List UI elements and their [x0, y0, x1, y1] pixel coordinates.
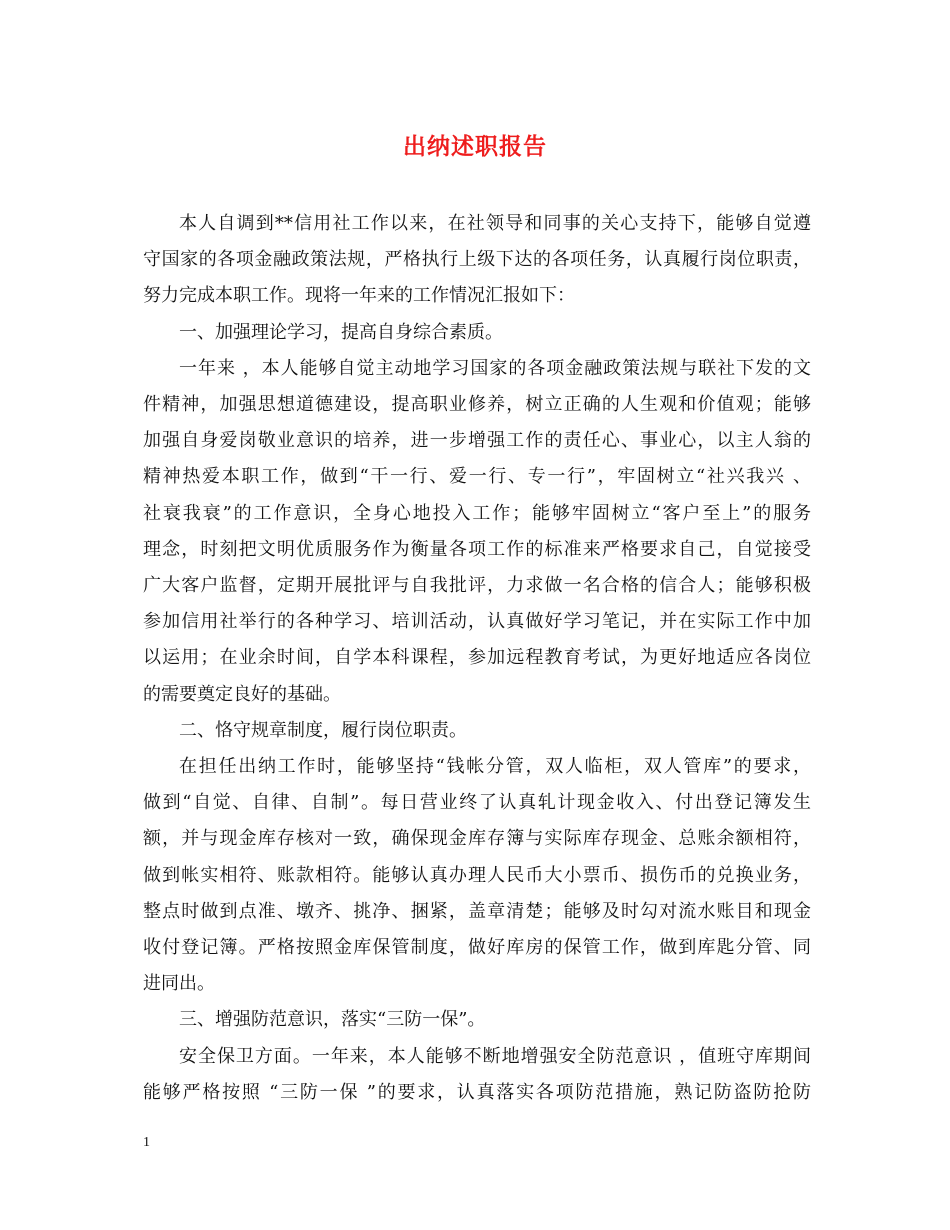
text-line: 一年来 ，本人能够自觉主动地学习国家的各项金融政策法规与联社下发的文	[179, 357, 811, 379]
document-title: 出纳述职报告	[403, 133, 547, 160]
section-heading-2	[143, 713, 811, 749]
text-line: 收付登记簿。严格按照金库保管制度，做好库房的保管工作，做到库匙分管、同	[143, 937, 811, 959]
text-line: 参加信用社举行的各种学习、培训活动，认真做好学习笔记，并在实际工作中加	[143, 611, 811, 633]
text-line: 社衰我衰”的工作意识，全身心地投入工作；能够牢固树立“客户至上”的服务	[143, 502, 811, 524]
page-number: 1	[143, 1135, 150, 1150]
text-line: 进同出。	[143, 973, 215, 995]
document-body	[143, 206, 811, 1111]
section-heading-1	[143, 315, 811, 351]
text-line: 二、恪守规章制度，履行岗位职责。	[179, 719, 467, 741]
text-line: 做到“自觉、自律、自制”。每日营业终了认真轧计现金收入、付出登记簿发生	[143, 792, 811, 814]
text-line: 安全保卫方面。一年来，本人能够不断地增强安全防范意识 ，值班守库期间	[179, 1045, 811, 1067]
text-line: 的需要奠定良好的基础。	[143, 683, 341, 705]
text-line: 在担任出纳工作时，能够坚持“钱帐分管，双人临柜，双人管库”的要求，	[179, 756, 811, 778]
text-line: 本人自调到**信用社工作以来，在社领导和同事的关心支持下，能够自觉遵	[179, 213, 811, 234]
text-line: 做到帐实相符、账款相符。能够认真办理人民币大小票币、损伤币的兑换业务，	[143, 864, 811, 886]
text-line: 以运用；在业余时间，自学本科课程，参加远程教育考试，为更好地适应各岗位	[143, 647, 811, 669]
text-line: 精神热爱本职工作，做到“干一行、爱一行、专一行”，牢固树立“社兴我兴 、	[143, 466, 811, 488]
section-heading-3	[143, 1002, 811, 1038]
text-line: 守国家的各项金融政策法规，严格执行上级下达的各项任务，认真履行岗位职责，	[143, 249, 811, 271]
paragraph-intro	[143, 206, 811, 315]
text-line: 加强自身爱岗敬业意识的培养，进一步增强工作的责任心、事业心，以主人翁的	[143, 430, 811, 452]
text-line: 能够严格按照 “三防一保 ”的要求，认真落实各项防范措施，熟记防盗防抢防	[143, 1081, 811, 1103]
text-line: 额，并与现金库存核对一致，确保现金库存簿与实际库存现金、总账余额相符，	[143, 828, 811, 850]
text-line: 广大客户监督，定期开展批评与自我批评，力求做一名合格的信合人；能够积极	[143, 575, 811, 597]
paragraph-cashier-duties	[143, 749, 811, 1002]
text-line: 努力完成本职工作。现将一年来的工作情况汇报如下：	[143, 285, 575, 307]
text-line: 一、加强理论学习，提高自身综合素质。	[179, 321, 503, 343]
paragraph-study	[143, 351, 811, 713]
text-line: 件精神，加强思想道德建设，提高职业修养，树立正确的人生观和价值观；能够	[143, 394, 811, 416]
text-line: 三、增强防范意识，落实“三防一保”。	[179, 1009, 486, 1031]
text-line: 理念，时刻把文明优质服务作为衡量各项工作的标准来严格要求自己，自觉接受	[143, 538, 811, 560]
paragraph-security	[143, 1039, 811, 1111]
text-line: 整点时做到点准、墩齐、挑净、捆紧，盖章清楚；能够及时勾对流水账目和现金	[143, 900, 811, 922]
